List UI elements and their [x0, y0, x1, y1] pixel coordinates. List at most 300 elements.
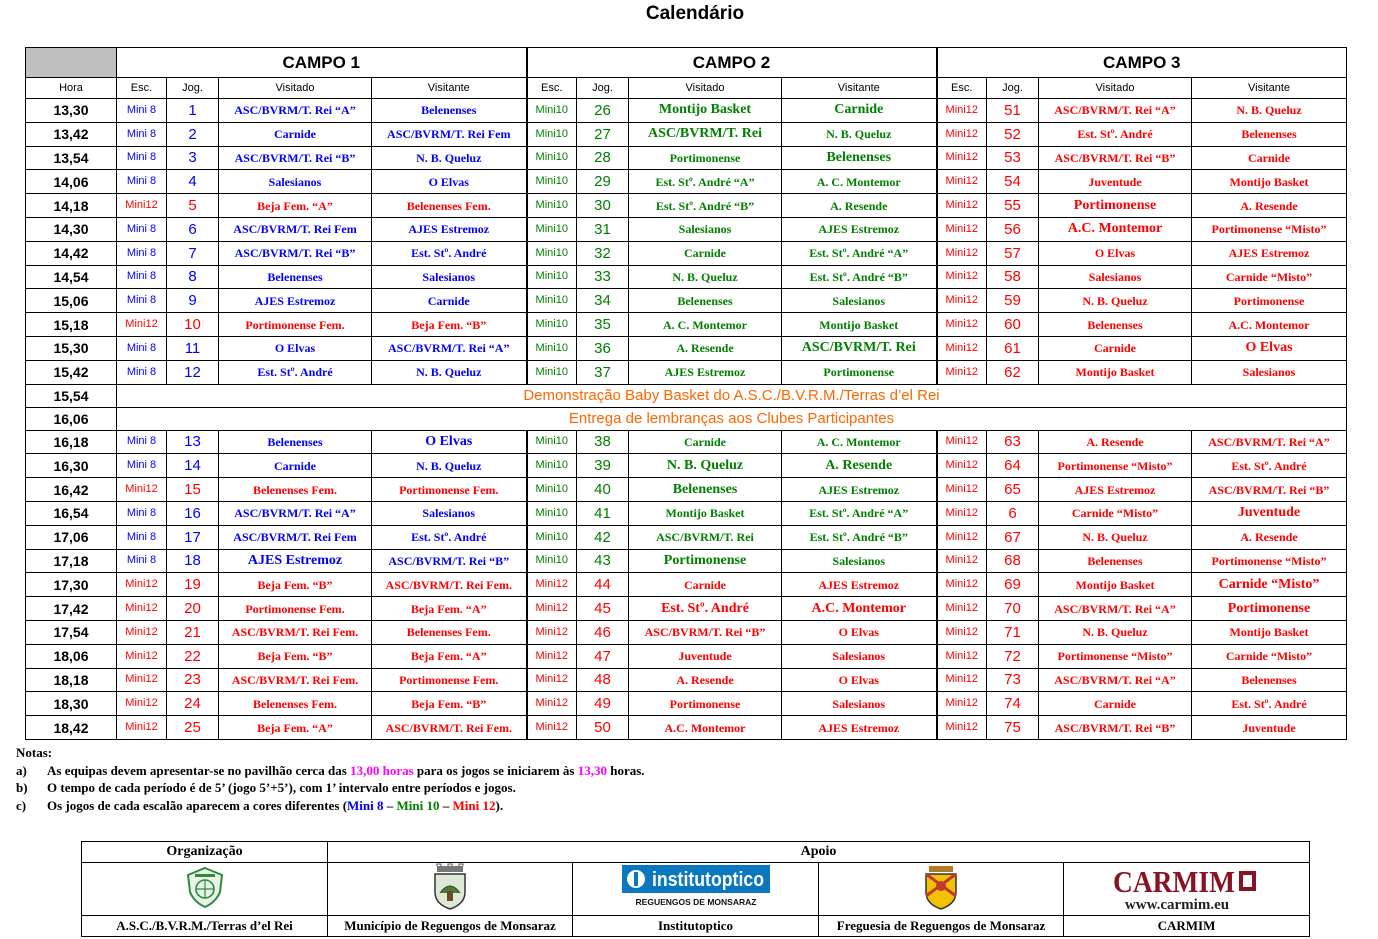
away-team-cell: Portimonense [1192, 597, 1347, 621]
away-team-cell: N. B. Queluz [372, 360, 527, 384]
game-row [26, 644, 1347, 668]
home-team-cell: A. C. Montemor [629, 313, 782, 337]
home-team-cell: O Elvas [219, 336, 372, 360]
game-row [26, 620, 1347, 644]
game-number-cell: 26 [577, 99, 629, 123]
home-team-cell: Juventude [1039, 170, 1192, 194]
away-team-cell: Est. Stº. André “B” [782, 525, 937, 549]
institutoptico-brand: institutoptico [651, 869, 764, 891]
away-team-cell: ASC/BVRM/T. Rei “A” [1192, 430, 1347, 454]
game-number-cell: 4 [167, 170, 219, 194]
time-cell: 15,42 [26, 360, 117, 384]
game-row [26, 146, 1347, 170]
home-team-cell: Belenenses [629, 478, 782, 502]
col-header-esc: Esc. [527, 78, 577, 99]
away-team-cell: Salesianos [782, 692, 937, 716]
arrival-time: 13,00 horas [350, 762, 414, 778]
home-team-cell: Portimonense Fem. [219, 313, 372, 337]
escalao-cell: Mini12 [937, 478, 987, 502]
away-team-cell: A. Resende [1192, 525, 1347, 549]
away-team-cell: Montijo Basket [782, 313, 937, 337]
home-team-cell: Salesianos [1039, 265, 1192, 289]
home-team-cell: ASC/BVRM/T. Rei “B” [1039, 716, 1192, 740]
game-number-cell: 31 [577, 217, 629, 241]
away-team-cell: Est. Stº. André [1192, 692, 1347, 716]
game-row [26, 241, 1347, 265]
escalao-cell: Mini10 [527, 501, 577, 525]
escalao-cell: Mini12 [117, 478, 167, 502]
escalao-cell: Mini12 [937, 265, 987, 289]
game-row [26, 525, 1347, 549]
game-number-cell: 50 [577, 716, 629, 740]
escalao-cell: Mini10 [527, 478, 577, 502]
home-team-cell: Juventude [629, 644, 782, 668]
home-team-cell: Est. Stº. André [1039, 122, 1192, 146]
note-a [16, 762, 645, 780]
game-row [26, 692, 1347, 716]
game-number-cell: 28 [577, 146, 629, 170]
home-team-cell: Montijo Basket [629, 501, 782, 525]
escalao-cell: Mini12 [527, 644, 577, 668]
home-team-cell: ASC/BVRM/T. Rei Fem. [219, 620, 372, 644]
note-text: para os jogos se iniciarem às [413, 762, 578, 778]
game-number-cell: 34 [577, 289, 629, 313]
game-number-cell: 13 [167, 430, 219, 454]
game-number-cell: 2 [167, 122, 219, 146]
away-team-cell: Salesianos [1192, 360, 1347, 384]
away-team-cell: A. C. Montemor [782, 430, 937, 454]
note-letter: c) [16, 797, 27, 813]
escalao-cell: Mini12 [117, 668, 167, 692]
home-team-cell: Belenenses [1039, 549, 1192, 573]
game-row [26, 194, 1347, 218]
municipal-coat-of-arms-icon [428, 863, 472, 911]
escalao-cell: Mini 8 [117, 289, 167, 313]
home-team-cell: Est. Stº. André “A” [629, 170, 782, 194]
home-team-cell: ASC/BVRM/T. Rei “A” [1039, 597, 1192, 621]
institutoptico-sub: REGUENGOS DE MONSARAZ [635, 897, 756, 907]
game-number-cell: 18 [167, 549, 219, 573]
carmim-brand: CARMIM [1112, 864, 1235, 899]
escalao-cell: Mini 8 [117, 170, 167, 194]
escalao-cell: Mini12 [117, 313, 167, 337]
away-team-cell: Carnide [1192, 146, 1347, 170]
away-team-cell: Montijo Basket [1192, 620, 1347, 644]
game-number-cell: 60 [987, 313, 1039, 337]
home-team-cell: Beja Fem. “A” [219, 194, 372, 218]
game-number-cell: 3 [167, 146, 219, 170]
escalao-cell: Mini12 [937, 620, 987, 644]
away-team-cell: Belenenses [1192, 668, 1347, 692]
game-number-cell: 37 [577, 360, 629, 384]
home-team-cell: ASC/BVRM/T. Rei “A” [1039, 668, 1192, 692]
away-team-cell: Salesianos [372, 501, 527, 525]
game-row [26, 289, 1347, 313]
away-team-cell: Carnide “Misto” [1192, 265, 1347, 289]
home-team-cell: Est. Stº. André [629, 597, 782, 621]
away-team-cell: Portimonense [1192, 289, 1347, 313]
time-cell: 18,18 [26, 668, 117, 692]
away-team-cell: Portimonense [782, 360, 937, 384]
support-header: Apoio [328, 842, 1310, 863]
escalao-cell: Mini12 [937, 217, 987, 241]
schedule-table [25, 47, 1347, 740]
game-number-cell: 12 [167, 360, 219, 384]
escalao-cell: Mini12 [117, 597, 167, 621]
away-team-cell: A.C. Montemor [1192, 313, 1347, 337]
game-row [26, 170, 1347, 194]
col-header-visitante: Visitante [782, 78, 937, 99]
escalao-cell: Mini12 [937, 336, 987, 360]
game-number-cell: 11 [167, 336, 219, 360]
institutoptico-logo-cell [573, 863, 819, 916]
escalao-cell: Mini 8 [117, 336, 167, 360]
home-team-cell: ASC/BVRM/T. Rei Fem [219, 525, 372, 549]
home-team-cell: ASC/BVRM/T. Rei “B” [629, 620, 782, 644]
away-team-cell: ASC/BVRM/T. Rei Fem. [372, 573, 527, 597]
home-team-cell: A.C. Montemor [1039, 217, 1192, 241]
away-team-cell: Salesianos [782, 289, 937, 313]
sponsor-name: Institutoptico [573, 916, 819, 937]
game-number-cell: 75 [987, 716, 1039, 740]
time-cell: 17,06 [26, 525, 117, 549]
away-team-cell: Salesianos [782, 549, 937, 573]
game-number-cell: 62 [987, 360, 1039, 384]
home-team-cell: Belenenses [219, 265, 372, 289]
time-cell: 14,42 [26, 241, 117, 265]
escalao-cell: Mini 8 [117, 217, 167, 241]
away-team-cell: Est. Stº. André “A” [782, 501, 937, 525]
time-cell: 16,18 [26, 430, 117, 454]
escalao-cell: Mini12 [937, 525, 987, 549]
escalao-cell: Mini12 [937, 668, 987, 692]
escalao-cell: Mini12 [117, 644, 167, 668]
away-team-cell: N. B. Queluz [372, 454, 527, 478]
away-team-cell: AJES Estremoz [782, 478, 937, 502]
escalao-cell: Mini10 [527, 241, 577, 265]
away-team-cell: A.C. Montemor [782, 597, 937, 621]
away-team-cell: Beja Fem. “A” [372, 597, 527, 621]
sponsor-name: Freguesia de Reguengos de Monsaraz [819, 916, 1064, 937]
away-team-cell: Carnide [782, 99, 937, 123]
game-number-cell: 64 [987, 454, 1039, 478]
time-cell: 16,06 [26, 407, 117, 430]
away-team-cell: AJES Estremoz [1192, 241, 1347, 265]
game-number-cell: 55 [987, 194, 1039, 218]
time-cell: 16,54 [26, 501, 117, 525]
time-cell: 18,06 [26, 644, 117, 668]
time-cell: 14,54 [26, 265, 117, 289]
game-number-cell: 53 [987, 146, 1039, 170]
escalao-cell: Mini12 [117, 620, 167, 644]
game-row [26, 430, 1347, 454]
escalao-cell: Mini12 [527, 668, 577, 692]
away-team-cell: AJES Estremoz [782, 217, 937, 241]
col-header-esc: Esc. [117, 78, 167, 99]
escalao-cell: Mini 8 [117, 501, 167, 525]
home-team-cell: Montijo Basket [629, 99, 782, 123]
event-text: Demonstração Baby Basket do A.S.C./B.V.R.M./Terras d’el Rei [117, 384, 1347, 407]
escalao-cell: Mini 8 [117, 549, 167, 573]
escalao-cell: Mini 8 [117, 265, 167, 289]
game-number-cell: 33 [577, 265, 629, 289]
game-number-cell: 9 [167, 289, 219, 313]
game-row [26, 478, 1347, 502]
home-team-cell: ASC/BVRM/T. Rei Fem. [219, 668, 372, 692]
escalao-cell: Mini12 [937, 289, 987, 313]
home-team-cell: Portimonense “Misto” [1039, 644, 1192, 668]
game-number-cell: 65 [987, 478, 1039, 502]
institutoptico-logo [622, 865, 770, 909]
away-team-cell: Juventude [1192, 716, 1347, 740]
escalao-cell: Mini12 [937, 549, 987, 573]
game-number-cell: 30 [577, 194, 629, 218]
escalao-cell: Mini12 [527, 620, 577, 644]
organization-table [81, 841, 1310, 937]
escalao-cell: Mini12 [117, 194, 167, 218]
note-letter: b) [16, 780, 28, 795]
away-team-cell: A. C. Montemor [782, 170, 937, 194]
away-team-cell: Montijo Basket [1192, 170, 1347, 194]
away-team-cell: N. B. Queluz [1192, 99, 1347, 123]
escalao-cell: Mini10 [527, 146, 577, 170]
escalao-cell: Mini12 [117, 573, 167, 597]
home-team-cell: Belenenses Fem. [219, 478, 372, 502]
game-number-cell: 36 [577, 336, 629, 360]
escalao-cell: Mini12 [527, 573, 577, 597]
home-team-cell: A. Resende [629, 668, 782, 692]
sponsor-name: CARMIM [1064, 916, 1310, 937]
home-team-cell: Belenenses [1039, 313, 1192, 337]
escalao-cell: Mini 8 [117, 525, 167, 549]
home-team-cell: ASC/BVRM/T. Rei [629, 122, 782, 146]
away-team-cell: AJES Estremoz [782, 716, 937, 740]
away-team-cell: O Elvas [782, 620, 937, 644]
escalao-cell: Mini12 [527, 692, 577, 716]
time-cell: 14,06 [26, 170, 117, 194]
away-team-cell: Belenenses [372, 99, 527, 123]
away-team-cell: Beja Fem. “B” [372, 692, 527, 716]
escalao-cell: Mini12 [527, 597, 577, 621]
time-cell: 17,42 [26, 597, 117, 621]
home-team-cell: Est. Stº. André [219, 360, 372, 384]
escalao-cell: Mini12 [527, 716, 577, 740]
note-text: As equipas devem apresentar-se no pavilhão cerca das [47, 762, 351, 778]
game-number-cell: 7 [167, 241, 219, 265]
time-cell: 18,42 [26, 716, 117, 740]
game-row [26, 313, 1347, 337]
time-cell: 13,30 [26, 99, 117, 123]
page-title: Calendário [645, 3, 745, 24]
away-team-cell: O Elvas [372, 170, 527, 194]
time-cell: 17,30 [26, 573, 117, 597]
home-team-cell: Carnide [629, 241, 782, 265]
game-row [26, 501, 1347, 525]
event-row [26, 384, 1347, 407]
game-number-cell: 67 [987, 525, 1039, 549]
escalao-cell: Mini 8 [117, 454, 167, 478]
home-team-cell: N. B. Queluz [1039, 289, 1192, 313]
away-team-cell: ASC/BVRM/T. Rei “B” [372, 549, 527, 573]
escalao-cell: Mini10 [527, 170, 577, 194]
away-team-cell: Salesianos [782, 644, 937, 668]
game-row [26, 99, 1347, 123]
game-number-cell: 51 [987, 99, 1039, 123]
note-b [16, 779, 645, 797]
carmim-logo-cell [1064, 863, 1310, 916]
game-number-cell: 71 [987, 620, 1039, 644]
col-header-jog: Jog. [167, 78, 219, 99]
game-number-cell: 16 [167, 501, 219, 525]
escalao-cell: Mini12 [937, 573, 987, 597]
home-team-cell: Salesianos [219, 170, 372, 194]
home-team-cell: Montijo Basket [1039, 360, 1192, 384]
away-team-cell: O Elvas [1192, 336, 1347, 360]
home-team-cell: A. Resende [1039, 430, 1192, 454]
game-number-cell: 42 [577, 525, 629, 549]
time-cell: 18,30 [26, 692, 117, 716]
time-cell: 14,30 [26, 217, 117, 241]
game-row [26, 549, 1347, 573]
sponsor-name: Município de Reguengos de Monsaraz [328, 916, 573, 937]
home-team-cell: ASC/BVRM/T. Rei Fem [219, 217, 372, 241]
home-team-cell: Portimonense [629, 549, 782, 573]
escalao-cell: Mini12 [937, 122, 987, 146]
home-team-cell: AJES Estremoz [1039, 478, 1192, 502]
escalao-cell: Mini 8 [117, 122, 167, 146]
away-team-cell: Carnide “Misto” [1192, 644, 1347, 668]
col-header-jog: Jog. [577, 78, 629, 99]
game-number-cell: 54 [987, 170, 1039, 194]
col-header-visitante: Visitante [1192, 78, 1347, 99]
away-team-cell: Portimonense Fem. [372, 478, 527, 502]
game-number-cell: 73 [987, 668, 1039, 692]
home-team-cell: Carnide [219, 454, 372, 478]
away-team-cell: Belenenses [1192, 122, 1347, 146]
game-row [26, 597, 1347, 621]
escalao-cell: Mini12 [117, 692, 167, 716]
escalao-cell: Mini12 [937, 692, 987, 716]
away-team-cell: Est. Stº. André [1192, 454, 1347, 478]
game-number-cell: 10 [167, 313, 219, 337]
note-text: Os jogos de cada escalão aparecem a cores diferentes ( [47, 797, 348, 813]
escalao-cell: Mini12 [937, 454, 987, 478]
time-cell: 13,54 [26, 146, 117, 170]
away-team-cell: A. Resende [782, 454, 937, 478]
home-team-cell: AJES Estremoz [219, 289, 372, 313]
escalao-cell: Mini10 [527, 454, 577, 478]
home-team-cell: Carnide [1039, 692, 1192, 716]
home-team-cell: N. B. Queluz [629, 454, 782, 478]
game-number-cell: 70 [987, 597, 1039, 621]
escalao-cell: Mini12 [117, 716, 167, 740]
away-team-cell: Est. Stº. André “B” [782, 265, 937, 289]
away-team-cell: Portimonense “Misto” [1192, 549, 1347, 573]
escalao-cell: Mini 8 [117, 360, 167, 384]
escalao-cell: Mini12 [937, 716, 987, 740]
game-number-cell: 24 [167, 692, 219, 716]
away-team-cell: Carnide [372, 289, 527, 313]
escalao-cell: Mini10 [527, 194, 577, 218]
escalao-cell: Mini 8 [117, 430, 167, 454]
game-number-cell: 32 [577, 241, 629, 265]
game-number-cell: 63 [987, 430, 1039, 454]
game-number-cell: 22 [167, 644, 219, 668]
away-team-cell: Belenenses [782, 146, 937, 170]
away-team-cell: Carnide “Misto” [1192, 573, 1347, 597]
escalao-cell: Mini 8 [117, 241, 167, 265]
club-emblem-icon [183, 865, 227, 909]
away-team-cell: Portimonense “Misto” [1192, 217, 1347, 241]
away-team-cell: ASC/BVRM/T. Rei Fem. [372, 716, 527, 740]
game-number-cell: 49 [577, 692, 629, 716]
away-team-cell: O Elvas [372, 430, 527, 454]
time-cell: 15,18 [26, 313, 117, 337]
home-team-cell: N. B. Queluz [1039, 525, 1192, 549]
away-team-cell: ASC/BVRM/T. Rei “A” [372, 336, 527, 360]
away-team-cell: O Elvas [782, 668, 937, 692]
game-number-cell: 44 [577, 573, 629, 597]
home-team-cell: ASC/BVRM/T. Rei [629, 525, 782, 549]
note-letter: a) [16, 762, 27, 778]
column-header-row [26, 78, 1347, 99]
game-number-cell: 43 [577, 549, 629, 573]
game-row [26, 122, 1347, 146]
home-team-cell: Belenenses Fem. [219, 692, 372, 716]
home-team-cell: Portimonense Fem. [219, 597, 372, 621]
parish-coat-of-arms-icon [919, 863, 963, 911]
away-team-cell: ASC/BVRM/T. Rei “B” [1192, 478, 1347, 502]
game-number-cell: 69 [987, 573, 1039, 597]
note-text: O tempo de cada período é de 5’ (jogo 5’+5’), com 1’ intervalo entre períodos e jogos. [47, 780, 516, 795]
home-team-cell: A.C. Montemor [629, 716, 782, 740]
time-cell: 13,42 [26, 122, 117, 146]
escalao-cell: Mini10 [527, 217, 577, 241]
escalao-cell: Mini10 [527, 265, 577, 289]
escalao-cell: Mini12 [937, 644, 987, 668]
game-number-cell: 1 [167, 99, 219, 123]
home-team-cell: ASC/BVRM/T. Rei “B” [219, 241, 372, 265]
col-header-visitado: Visitado [629, 78, 782, 99]
game-number-cell: 6 [987, 501, 1039, 525]
event-text: Entrega de lembranças aos Clubes Participantes [117, 407, 1347, 430]
escalao-cell: Mini12 [937, 170, 987, 194]
sponsor-name: A.S.C./B.V.R.M./Terras d’el Rei [82, 916, 328, 937]
campo-header-row [26, 48, 1347, 78]
game-number-cell: 48 [577, 668, 629, 692]
game-number-cell: 29 [577, 170, 629, 194]
event-row [26, 407, 1347, 430]
escalao-cell: Mini12 [937, 597, 987, 621]
escalao-cell: Mini12 [937, 501, 987, 525]
home-team-cell: Carnide [1039, 336, 1192, 360]
time-cell: 17,18 [26, 549, 117, 573]
game-number-cell: 15 [167, 478, 219, 502]
time-cell: 14,18 [26, 194, 117, 218]
game-number-cell: 39 [577, 454, 629, 478]
game-number-cell: 56 [987, 217, 1039, 241]
game-number-cell: 57 [987, 241, 1039, 265]
legend-mini8: Mini 8 [347, 797, 384, 813]
notes [16, 744, 645, 814]
game-row [26, 265, 1347, 289]
away-team-cell: Beja Fem. “A” [372, 644, 527, 668]
escalao-cell: Mini10 [527, 99, 577, 123]
home-team-cell: Montijo Basket [1039, 573, 1192, 597]
away-team-cell: N. B. Queluz [372, 146, 527, 170]
home-team-cell: O Elvas [1039, 241, 1192, 265]
away-team-cell: Belenenses Fem. [372, 194, 527, 218]
